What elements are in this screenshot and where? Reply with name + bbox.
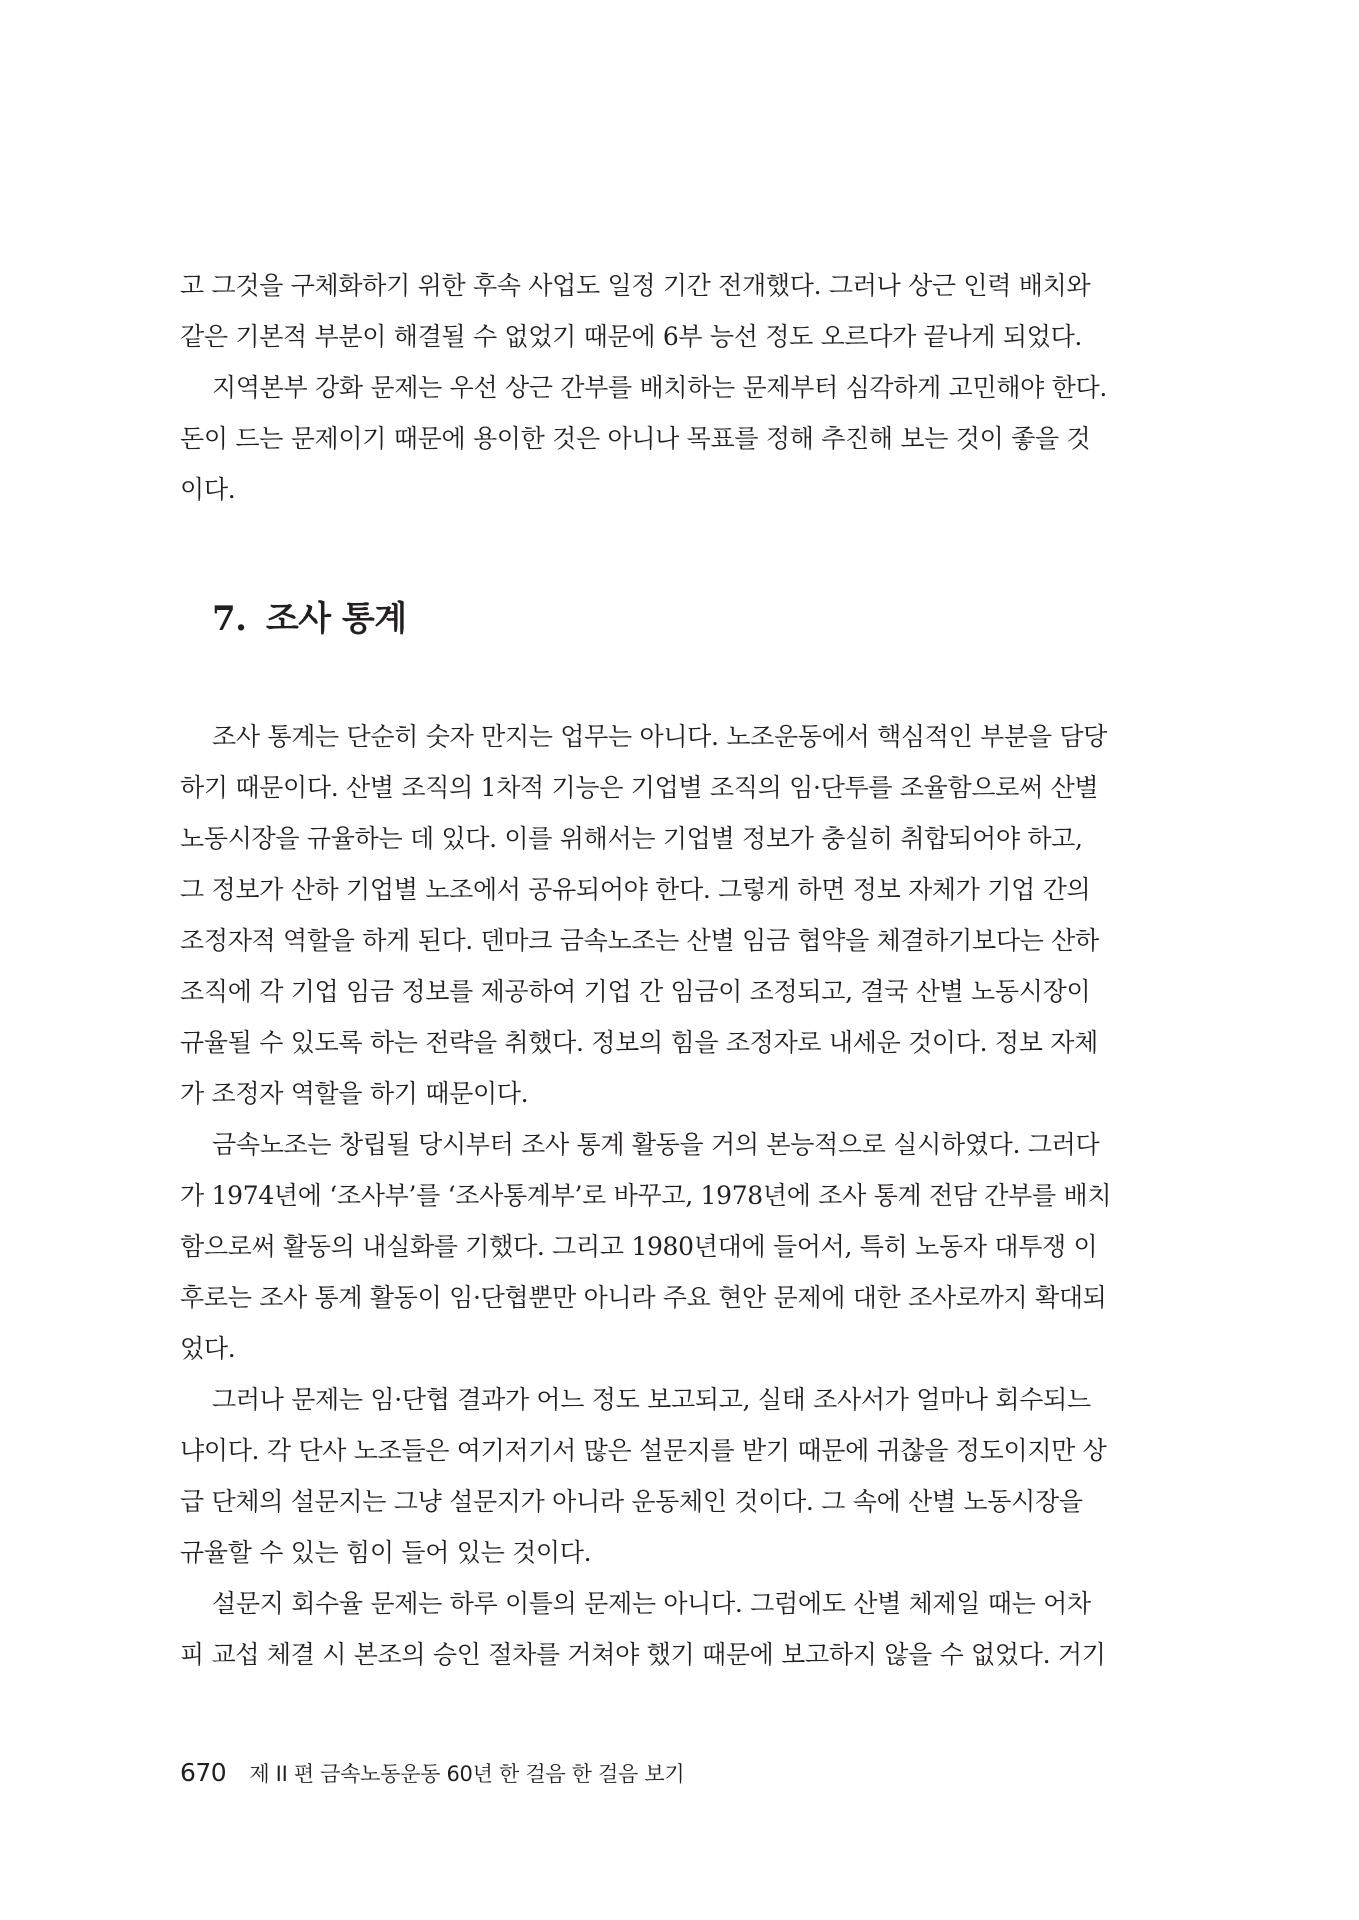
- text-line: 조사 통계는 단순히 숫자 만지는 업무는 아니다. 노조운동에서 핵심적인 부분을 담당: [212, 722, 1108, 751]
- section-heading: [180, 599, 1180, 711]
- page-footer: [180, 1758, 684, 1788]
- section-number: 7.: [212, 599, 247, 639]
- text-line: 금속노조는 창립될 당시부터 조사 통계 활동을 거의 본능적으로 실시하였다. 그러다: [212, 1130, 1100, 1159]
- paragraph-response-rate: [180, 1578, 1180, 1680]
- paragraph-continuation: [180, 260, 1180, 362]
- paragraph-statistics-role: [180, 711, 1180, 1119]
- text-line: 그 정보가 산하 기업별 노조에서 공유되어야 한다. 그렇게 하면 정보 자체가 기업 간의: [180, 875, 1091, 904]
- text-line: 같은 기본적 부분이 해결될 수 없었기 때문에 6부 능선 정도 오르다가 끝나게 되었다.: [180, 322, 1083, 351]
- paragraph-union-history: [180, 1119, 1180, 1374]
- text-line: 규율할 수 있는 힘이 들어 있는 것이다.: [180, 1538, 592, 1567]
- text-line: 함으로써 활동의 내실화를 기했다. 그리고 1980년대에 들어서, 특히 노동자 대투쟁 이: [180, 1232, 1098, 1261]
- paragraph-survey-problem: [180, 1374, 1180, 1578]
- text-line: 규율될 수 있도록 하는 전략을 취했다. 정보의 힘을 조정자로 내세운 것이다. 정보 자체: [180, 1028, 1098, 1057]
- paragraph-regional-headquarters: [180, 362, 1180, 515]
- text-line: 었다.: [180, 1334, 236, 1363]
- text-line: 하기 때문이다. 산별 조직의 1차적 기능은 기업별 조직의 임·단투를 조율함으로써 산별: [180, 773, 1099, 802]
- text-line: 그러나 문제는 임·단협 결과가 어느 정도 보고되고, 실태 조사서가 얼마나 회수되느: [212, 1385, 1091, 1414]
- text-line: 조직에 각 기업 임금 정보를 제공하여 기업 간 임금이 조정되고, 결국 산별 노동시장이: [180, 977, 1091, 1006]
- page-body: [180, 260, 1180, 1680]
- text-line: 노동시장을 규율하는 데 있다. 이를 위해서는 기업별 정보가 충실히 취합되어야 하고,: [180, 824, 1083, 853]
- page-number: 670: [180, 1758, 227, 1787]
- text-line: 이다.: [180, 475, 236, 504]
- text-line: 가 1974년에 ‘조사부’를 ‘조사통계부’로 바꾸고, 1978년에 조사 통계 전담 간부를 배치: [180, 1181, 1112, 1210]
- text-line: 조정자적 역할을 하게 된다. 덴마크 금속노조는 산별 임금 협약을 체결하기보다는 산하: [180, 926, 1099, 955]
- text-line: 냐이다. 각 단사 노조들은 여기저기서 많은 설문지를 받기 때문에 귀찮을 정도이지만 상: [180, 1436, 1107, 1465]
- text-line: 가 조정자 역할을 하기 때문이다.: [180, 1079, 529, 1108]
- text-line: 피 교섭 체결 시 본조의 승인 절차를 거쳐야 했기 때문에 보고하지 않을 수 없었다. 거기: [180, 1640, 1106, 1669]
- text-line: 지역본부 강화 문제는 우선 상근 간부를 배치하는 문제부터 심각하게 고민해야 한다.: [212, 373, 1108, 402]
- running-title: 제 II 편 금속노동운동 60년 한 걸음 한 걸음 보기: [249, 1762, 685, 1786]
- section-title: 조사 통계: [265, 599, 407, 639]
- text-line: 후로는 조사 통계 활동이 임·단협뿐만 아니라 주요 현안 문제에 대한 조사로까지 확대되: [180, 1283, 1107, 1312]
- text-line: 급 단체의 설문지는 그냥 설문지가 아니라 운동체인 것이다. 그 속에 산별 노동시장을: [180, 1487, 1083, 1516]
- text-line: 돈이 드는 문제이기 때문에 용이한 것은 아니나 목표를 정해 추진해 보는 것이 좋을 것: [180, 424, 1091, 453]
- text-line: 고 그것을 구체화하기 위한 후속 사업도 일정 기간 전개했다. 그러나 상근 인력 배치와: [180, 271, 1091, 300]
- text-line: 설문지 회수율 문제는 하루 이틀의 문제는 아니다. 그럼에도 산별 체제일 때는 어차: [212, 1589, 1091, 1618]
